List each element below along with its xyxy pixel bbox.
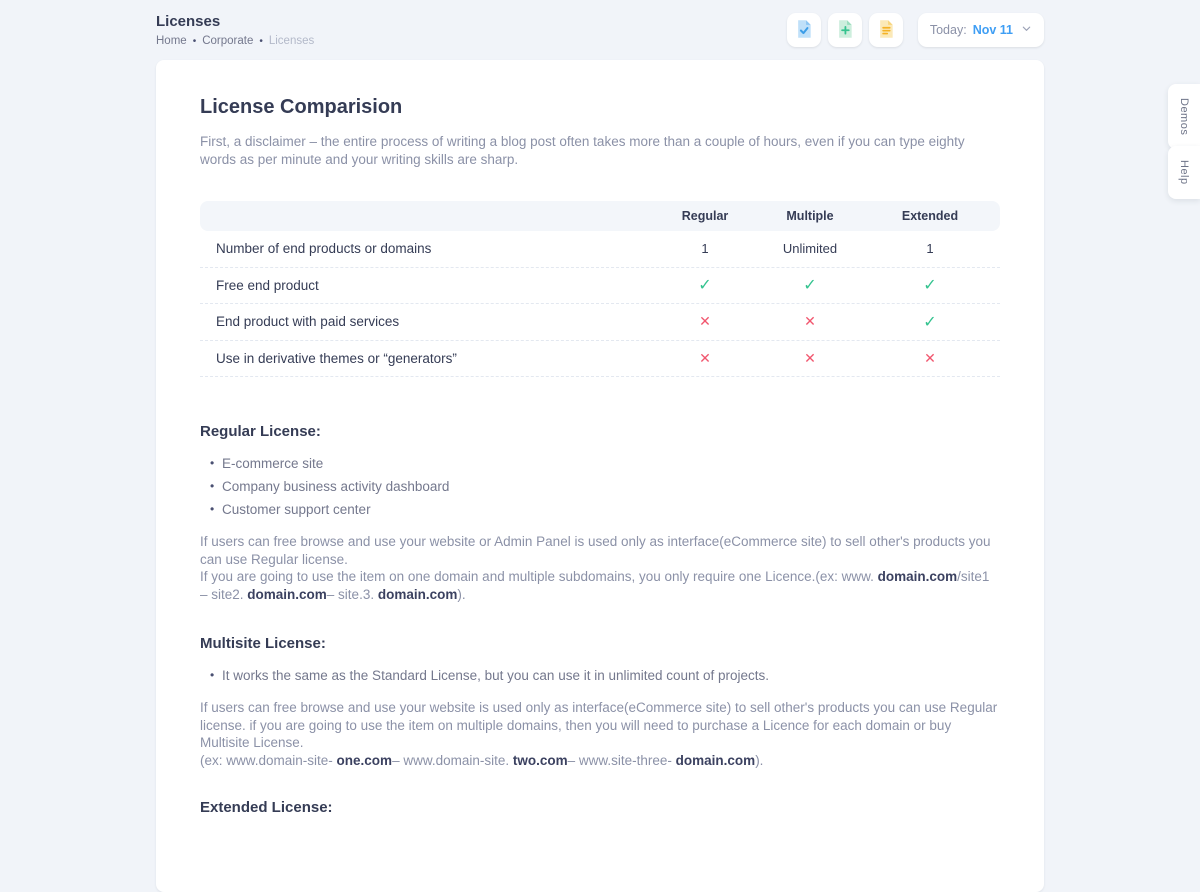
breadcrumb-separator: • [259,35,263,47]
breadcrumb-current: Licenses [268,35,315,47]
table-row [200,268,1000,305]
file-check-button[interactable] [787,13,821,47]
table-cell [650,241,760,256]
regular-license-section [200,423,1000,603]
cross-icon: ✕ [804,349,816,366]
column-header-regular: Regular [681,209,729,223]
paragraph-text: – www.domain-site. [392,752,513,768]
regular-license-list [200,456,1000,517]
paragraph-text: (ex: www.domain-site- [200,752,337,768]
breadcrumb-separator: • [192,35,197,47]
multisite-license-paragraph [200,699,1000,769]
row-label: Use in derivative themes or “generators” [216,350,457,366]
table-cell [760,275,860,295]
table-row [200,341,1000,378]
cross-icon: ✕ [699,349,711,366]
row-label: Free end product [216,277,319,293]
list-item: • Company business activity dashboard [210,479,1000,494]
multisite-license-heading: Multisite License: [200,635,326,652]
table-cell [860,275,1000,295]
list-item: • It works the same as the Standard License, but you can use it in unlimited count of projects. [210,668,1000,683]
regular-license-paragraph [200,533,1000,603]
table-cell [760,350,860,367]
chevron-down-icon [1021,23,1032,37]
paragraph-text: – site.3. [326,586,378,602]
help-tab[interactable]: Help [1168,146,1200,199]
list-item: • Customer support center [210,502,1000,517]
page-head [156,13,314,47]
domain-text: two.com [512,752,568,768]
file-text-icon [876,19,896,42]
table-cell [860,312,1000,332]
multisite-license-list [200,668,1000,683]
date-value: Nov 11 [972,23,1013,37]
paragraph-text: ). [457,586,466,602]
paragraph-text: ). [755,752,764,768]
check-icon: ✓ [698,277,712,295]
row-label: Number of end products or domains [216,241,432,257]
table-row [200,231,1000,268]
check-icon: ✓ [803,277,817,295]
domain-text: one.com [336,752,393,768]
check-icon: ✓ [923,277,937,295]
cross-icon: ✕ [804,313,816,330]
cell-value: 1 [701,241,709,257]
table-cell [860,241,1000,256]
page-title: Licenses [156,13,221,30]
table-row [200,304,1000,341]
cross-icon: ✕ [699,313,711,330]
date-label: Today: [929,23,967,37]
table-cell [650,275,760,295]
paragraph-text: – www.site-three- [567,752,676,768]
paragraph-text: If users can free browse and use your website or Admin Panel is used only as interface(eCommerce site) to sell other's products you can use Regular license. [200,534,991,567]
breadcrumb [156,35,314,47]
domain-text: domain.com [877,569,958,584]
extended-license-heading: Extended License: [200,799,333,816]
cross-icon: ✕ [924,349,936,366]
cell-value: Unlimited [782,241,838,257]
table-cell [760,241,860,256]
cell-value: 1 [926,241,934,257]
multisite-license-section [200,635,1000,769]
domain-text: domain.com [377,586,458,602]
disclaimer-text: First, a disclaimer – the entire process of writing a blog post often takes more than a couple of hours, even if you can type eighty words as per minute and your writing skills are sharp. [200,134,965,167]
extended-license-section [200,799,1000,816]
column-header-multiple: Multiple [786,209,834,223]
date-selector[interactable] [918,13,1044,47]
demos-tab[interactable]: Demos [1168,84,1200,149]
breadcrumb-home[interactable]: Home [156,35,187,47]
row-label: End product with paid services [216,314,400,330]
file-text-button[interactable] [869,13,903,47]
topbar [156,0,1044,60]
domain-text: domain.com [675,752,756,768]
list-item: • E-commerce site [210,456,1000,471]
domain-text: domain.com [247,586,327,602]
check-icon: ✓ [923,313,937,331]
top-actions [787,13,1044,47]
table-cell [650,350,760,367]
regular-license-heading: Regular License: [200,423,321,440]
file-add-button[interactable] [828,13,862,47]
paragraph-text: If users can free browse and use your website is used only as interface(eCommerce site) to sell other's products you can use Regular license. if you are going to use the item on multiple domains, then you will need to purchase a Licence for each domain or buy Multisite License. [200,700,998,750]
paragraph-text: /site1 – site2. [200,569,990,602]
table-cell [760,313,860,330]
column-header-extended: Extended [901,209,959,223]
table-cell [650,313,760,330]
table-cell [860,350,1000,367]
file-add-icon [835,19,855,42]
section-heading: License Comparision [200,96,403,118]
license-comparison-table [200,201,1000,377]
file-check-icon [794,19,814,42]
table-header-row [200,201,1000,231]
breadcrumb-corporate[interactable]: Corporate [202,35,254,47]
paragraph-text: If you are going to use the item on one domain and multiple subdomains, you only require one Licence.(ex: www. [200,569,878,584]
content-card [156,60,1044,892]
